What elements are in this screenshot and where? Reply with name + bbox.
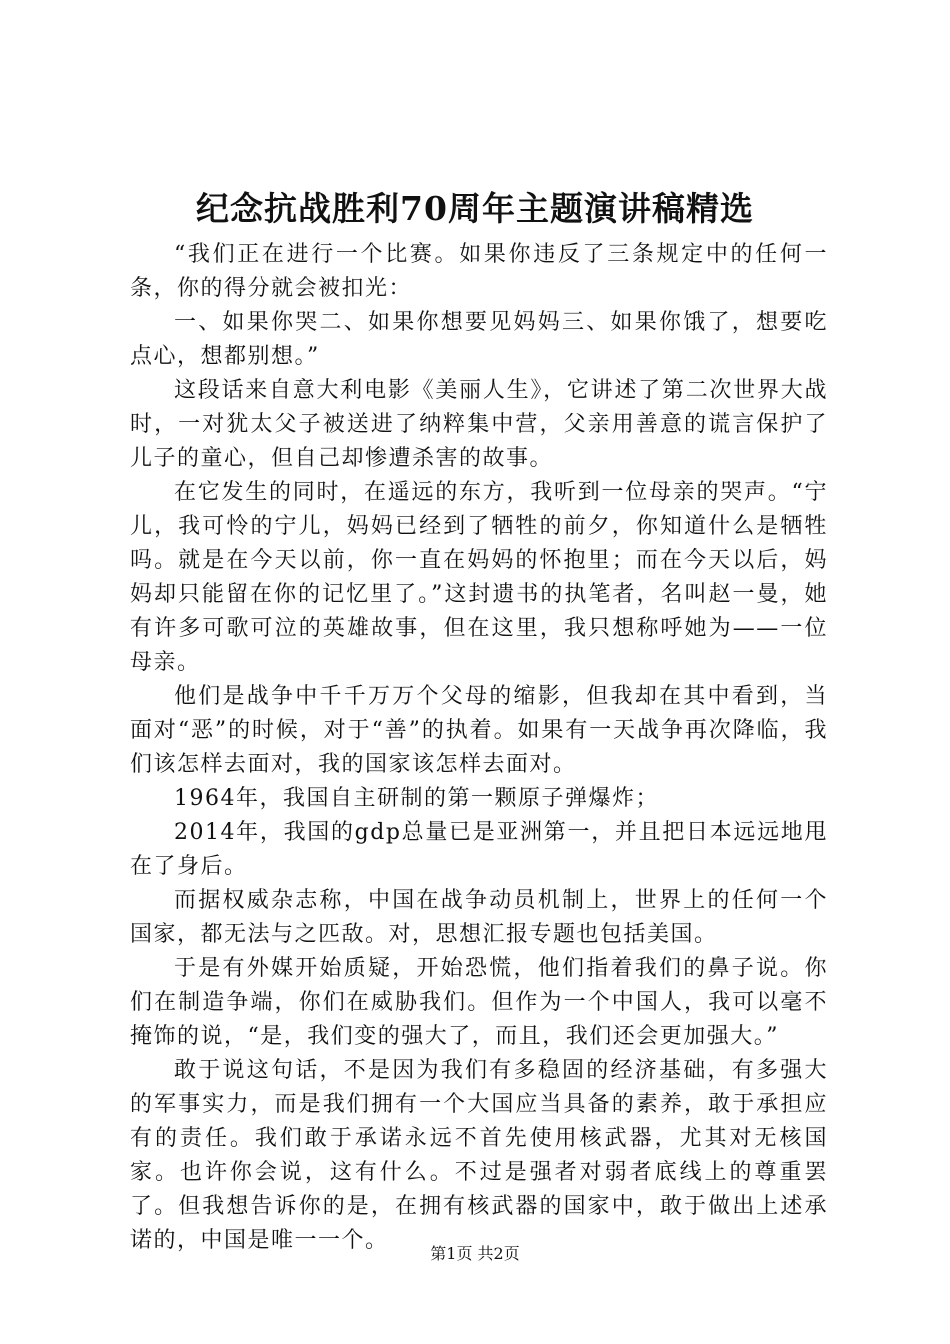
paragraph: 这段话来自意大利电影《美丽人生》，它讲述了第二次世界大战时，一对犹太父子被送进了纳粹集中营，父亲用善意的谎言保护了儿子的童心，但自己却惨遭杀害的故事。 [130, 378, 828, 471]
paragraph: 敢于说这句话，不是因为我们有多稳固的经济基础，有多强大的军事实力，而是我们拥有一个大国应当具备的素养，敢于承担应有的责任。我们敢于承诺永远不首先使用核武器，尤其对无核国家。也许你会说，这有什么。不过是强者对弱者底线上的尊重罢了。但我想告诉你的是，在拥有核武器的国家中，敢于做出上述承诺的，中国是唯一一个。 [130, 1058, 828, 1253]
paragraph: 2014年，我国的gdp总量已是亚洲第一，并且把日本远远地甩在了身后。 [130, 820, 828, 879]
paragraph: “我们正在进行一个比赛。如果你违反了三条规定中的任何一条，你的得分就会被扣光： [130, 242, 828, 301]
paragraph: 一、如果你哭二、如果你想要见妈妈三、如果你饿了，想要吃点心，想都别想。” [130, 310, 828, 369]
paragraph: 于是有外媒开始质疑，开始恐慌，他们指着我们的鼻子说。你们在制造争端，你们在威胁我们。但作为一个中国人，我可以毫不掩饰的说，“是，我们变的强大了，而且，我们还会更加强大。” [130, 956, 828, 1049]
paragraph: 他们是战争中千千万万个父母的缩影，但我却在其中看到，当面对“恶”的时候，对于“善”的执着。如果有一天战争再次降临，我们该怎样去面对，我的国家该怎样去面对。 [130, 684, 828, 777]
document-title: 纪念抗战胜利70周年主题演讲稿精选 [196, 189, 754, 228]
page-footer: 第1页 共2页 [430, 1244, 520, 1263]
document-body [130, 238, 828, 1258]
paragraph: 1964年，我国自主研制的第一颗原子弹爆炸； [174, 786, 659, 811]
paragraph: 而据权威杂志称，中国在战争动员机制上，世界上的任何一个国家，都无法与之匹敌。对，思想汇报专题也包括美国。 [130, 888, 828, 947]
paragraph: 在它发生的同时，在遥远的东方，我听到一位母亲的哭声。“宁儿，我可怜的宁儿，妈妈已经到了牺牲的前夕，你知道什么是牺牲吗。就是在今天以前，你一直在妈妈的怀抱里；而在今天以后，妈妈却只能留在你的记忆里了。”这封遗书的执笔者，名叫赵一曼，她有许多可歌可泣的英雄故事，但在这里，我只想称呼她为——一位母亲。 [130, 480, 828, 675]
